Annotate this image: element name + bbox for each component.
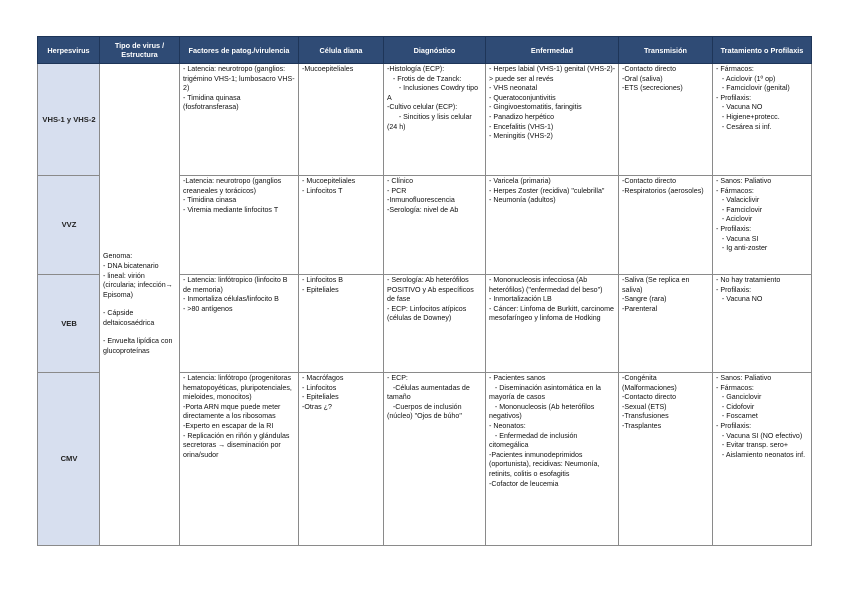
cell-line: - Sanos: Paliativo bbox=[716, 374, 772, 382]
cell-line: - Linfocitos B bbox=[302, 276, 344, 284]
diagnostico-cell bbox=[384, 176, 486, 275]
cell-line: - Mucoepiteliales bbox=[302, 177, 356, 185]
cell-line: - Fármacos: bbox=[716, 383, 754, 392]
cell-line: - Sincitios y lisis celular (24 h) bbox=[387, 112, 474, 131]
cell-line: Genoma: bbox=[103, 252, 133, 261]
cell-line: -Histología (ECP): bbox=[387, 65, 445, 73]
cell-line: -Porta ARN mque puede meter directamente a los ribosomas bbox=[183, 402, 283, 421]
cell-line: -Células aumentadas de tamaño bbox=[387, 383, 472, 402]
cell-line: - Timidina cinasa bbox=[183, 196, 237, 205]
factores-cell bbox=[180, 275, 299, 373]
cell-line: - Inmortalización LB bbox=[489, 295, 552, 304]
cell-line: - Epiteliales bbox=[302, 393, 339, 402]
header-row bbox=[38, 37, 812, 64]
cell-line: - ECP: Linfocitos atípicos (células de Downey) bbox=[387, 304, 469, 323]
factores-cell bbox=[180, 176, 299, 275]
cell-line: - Fármacos: bbox=[716, 186, 754, 195]
cell-line: - Aislamiento neonatos inf. bbox=[716, 450, 806, 459]
factores-cell bbox=[180, 64, 299, 176]
cell-line: - Higiene+protecc. bbox=[716, 112, 780, 121]
cell-line: - Evitar transp. sero+ bbox=[716, 441, 788, 450]
cell-line: - Mononucleosis infecciosa (Ab heterófilos) ("enfermedad del beso") bbox=[489, 276, 603, 294]
cell-line: -Pacientes inmunodeprimidos (oportunista), recidivas: Neumonía, retinits, colitis o esofagitis bbox=[489, 450, 602, 478]
cell-line: -Sexual (ETS) bbox=[622, 402, 667, 411]
cell-line: - Latencia: neurotropo (ganglios: trigémino VHS-1; lumbosacro VHS-2) bbox=[183, 65, 295, 93]
cell-line: - Frotis de de Tzanck: bbox=[387, 74, 462, 83]
cell-line: - DNA bicatenario bbox=[103, 261, 159, 270]
header-factores: Factores de patog./virulencia bbox=[180, 37, 299, 64]
diagnostico-cell bbox=[384, 64, 486, 176]
cell-line: - PCR bbox=[387, 186, 407, 195]
cell-line: - Inclusiones Cowdry tipo A bbox=[387, 84, 480, 102]
celula-cell bbox=[299, 275, 384, 373]
tratamiento-cell bbox=[713, 373, 812, 546]
cell-line: - Mononucleosis (Ab heterófilos negativos) bbox=[489, 402, 597, 421]
cell-line: - Profilaxis: bbox=[716, 285, 752, 294]
enfermedad-cell bbox=[486, 373, 619, 546]
cell-line: - Encefalitis (VHS-1) bbox=[489, 122, 554, 131]
herpesvirus-table bbox=[37, 36, 812, 546]
cell-line: - Famciclovir bbox=[716, 205, 763, 214]
cell-line: -Mucoepiteliales bbox=[302, 65, 354, 73]
cell-line: - No hay tratamiento bbox=[716, 276, 781, 284]
transmision-cell bbox=[619, 373, 713, 546]
cell-line: - Aciclovir (1º op) bbox=[716, 74, 776, 83]
cell-line: - Fármacos: bbox=[716, 65, 754, 73]
diagnostico-cell bbox=[384, 275, 486, 373]
cell-line: - Clínico bbox=[387, 177, 414, 185]
cell-line: -Congénita (Malformaciones) bbox=[622, 374, 677, 392]
enfermedad-cell bbox=[486, 64, 619, 176]
transmision-cell bbox=[619, 64, 713, 176]
cell-line: -Respiratorios (aerosoles) bbox=[622, 186, 704, 195]
tipo-virus-cell bbox=[100, 64, 180, 546]
cell-line: - Timidina quinasa (fosfotransferasa) bbox=[183, 93, 243, 112]
cell-line: -Oral (saliva) bbox=[622, 74, 663, 83]
cell-line: -Cofactor de leucemia bbox=[489, 479, 559, 488]
cell-line: - Foscarnet bbox=[716, 412, 758, 421]
cell-line: -Latencia: neurotropo (ganglios creaneales y torácicos) bbox=[183, 177, 284, 195]
cell-line: - Envuelta lipídica con glucoproteínas bbox=[103, 337, 175, 356]
cell-line: - Neumonía (adultos) bbox=[489, 196, 556, 205]
virus-name-cmv: CMV bbox=[38, 373, 100, 546]
virus-name-vhs: VHS-1 y VHS-2 bbox=[38, 64, 100, 176]
header-herpesvirus: Herpesvirus bbox=[38, 37, 100, 64]
header-diagnostico: Diagnóstico bbox=[384, 37, 486, 64]
cell-line: - Gingivoestomatitis, faringitis bbox=[489, 103, 582, 112]
cell-line: - lineal: virión (circularia; infección→ Episoma) bbox=[103, 271, 175, 299]
cell-line: - >80 antígenos bbox=[183, 304, 233, 313]
celula-cell bbox=[299, 373, 384, 546]
cell-line: - Ganciclovir bbox=[716, 393, 762, 402]
cell-line: -Otras ¿? bbox=[302, 402, 332, 411]
virus-name-veb: VEB bbox=[38, 275, 100, 373]
cell-line: -Contacto directo bbox=[622, 177, 677, 185]
cell-line: -Serología: nivel de Ab bbox=[387, 205, 459, 214]
cell-line: - Diseminación asintomática en la mayoría de casos bbox=[489, 383, 603, 402]
cell-line: - Panadizo herpético bbox=[489, 112, 555, 121]
cell-line: - VHS neonatal bbox=[489, 84, 538, 93]
cell-line: - Valaciclivir bbox=[716, 196, 760, 205]
cell-line: -ETS (secreciones) bbox=[622, 84, 683, 93]
cell-line: - Vacuna NO bbox=[716, 103, 763, 112]
tratamiento-cell bbox=[713, 64, 812, 176]
factores-cell bbox=[180, 373, 299, 546]
cell-line: - Varicela (primaria) bbox=[489, 177, 551, 185]
cell-line: - Profilaxis: bbox=[716, 421, 752, 430]
cell-line: - Vacuna SI (NO efectivo) bbox=[716, 431, 803, 440]
header-tratamiento: Tratamiento o Profilaxis bbox=[713, 37, 812, 64]
cell-line: - Ig anti-zoster bbox=[716, 244, 768, 253]
cell-line: -Transfusiones bbox=[622, 412, 669, 421]
spacer bbox=[103, 328, 177, 337]
cell-line: - Neonatos: bbox=[489, 421, 526, 430]
row-vhs bbox=[38, 64, 812, 176]
cell-line: - Queratoconjuntivitis bbox=[489, 93, 556, 102]
cell-line: - Profilaxis: bbox=[716, 93, 752, 102]
cell-line: - Enfermedad de inclusión citomegálica bbox=[489, 431, 580, 450]
cell-line: -Sangre (rara) bbox=[622, 295, 667, 304]
cell-line: -Inmunofluorescencia bbox=[387, 196, 455, 205]
transmision-cell bbox=[619, 275, 713, 373]
cell-line: - Macrófagos bbox=[302, 374, 344, 382]
cell-line: - Latencia: linfótropo (progenitoras hematopoyéticas, pluripotenciales, mieloides, monocitos) bbox=[183, 374, 294, 402]
cell-line: -Contacto directo bbox=[622, 393, 677, 402]
header-celula-diana: Célula diana bbox=[299, 37, 384, 64]
celula-cell bbox=[299, 176, 384, 275]
enfermedad-cell bbox=[486, 176, 619, 275]
tratamiento-cell bbox=[713, 176, 812, 275]
cell-line: - Linfocitos bbox=[302, 383, 337, 392]
cell-line: -Trasplantes bbox=[622, 421, 662, 430]
cell-line: - Viremia mediante linfocitos T bbox=[183, 205, 279, 214]
cell-line: - Cidofovir bbox=[716, 402, 755, 411]
cell-line: - Cápside deltaicosaédrica bbox=[103, 309, 155, 327]
cell-line: - Inmortaliza células/linfocito B bbox=[183, 295, 279, 304]
cell-line: - ECP: bbox=[387, 374, 408, 382]
cell-line: - Famciclovir (genital) bbox=[716, 84, 790, 93]
header-transmision: Transmisión bbox=[619, 37, 713, 64]
cell-line: -Contacto directo bbox=[622, 65, 677, 73]
virus-name-vvz: VVZ bbox=[38, 176, 100, 275]
spacer bbox=[103, 300, 177, 309]
cell-line: - Serología: Ab heterófilos POSITIVO y Ab específicos de fase bbox=[387, 276, 476, 304]
cell-line: - Aciclovir bbox=[716, 215, 753, 224]
cell-line: - Replicación en riñón y glándulas secretoras → diseminación por orina/sudor bbox=[183, 431, 292, 459]
cell-line: - Profilaxis: bbox=[716, 224, 752, 233]
cell-line: -Parenteral bbox=[622, 304, 658, 313]
cell-line: - Vacuna SI bbox=[716, 234, 759, 243]
enfermedad-cell bbox=[486, 275, 619, 373]
cell-line: - Sanos: Paliativo bbox=[716, 177, 772, 185]
cell-line: - Linfocitos T bbox=[302, 186, 343, 195]
cell-line: - Latencia: linfótropico (linfocito B de memoria) bbox=[183, 276, 290, 294]
cell-line: -Cuerpos de inclusión (núcleo) "Ojos de búho" bbox=[387, 402, 464, 421]
cell-line: - Herpes Zoster (recidiva) "culebrilla" bbox=[489, 186, 605, 195]
transmision-cell bbox=[619, 176, 713, 275]
diagnostico-cell bbox=[384, 373, 486, 546]
cell-line: -Experto en escapar de la RI bbox=[183, 421, 274, 430]
cell-line: -Cultivo celular (ECP): bbox=[387, 103, 458, 112]
cell-line: - Cáncer: Linfoma de Burkitt, carcinome mesofaríngeo y linfoma de Hodking bbox=[489, 304, 616, 323]
cell-line: - Cesárea si inf. bbox=[716, 122, 772, 131]
cell-line: - Epiteliales bbox=[302, 285, 339, 294]
cell-line: - Vacuna NO bbox=[716, 295, 763, 304]
celula-cell bbox=[299, 64, 384, 176]
cell-line: -Saliva (Se replica en saliva) bbox=[622, 276, 692, 294]
cell-line: - Pacientes sanos bbox=[489, 374, 546, 382]
cell-line: - Meningitis (VHS-2) bbox=[489, 132, 553, 141]
header-enfermedad: Enfermedad bbox=[486, 37, 619, 64]
header-tipo-virus: Tipo de virus / Estructura bbox=[100, 37, 180, 64]
cell-line: - Herpes labial (VHS-1) genital (VHS-2)-> puede ser al revés bbox=[489, 65, 616, 83]
tratamiento-cell bbox=[713, 275, 812, 373]
